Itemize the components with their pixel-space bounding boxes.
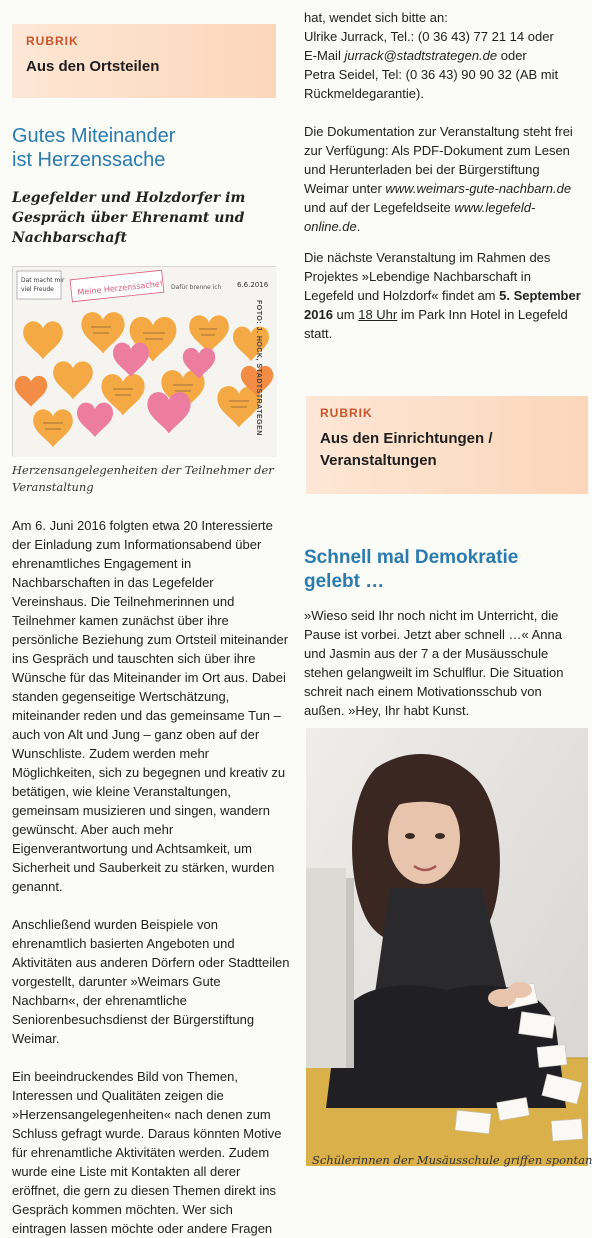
documentation-paragraph: Die Dokumentation zur Veranstaltung steht frei zur Verfügung: Als PDF-Dokument zum Lesen und Herunterladen bei der Bürgerstiftung Weimar unter www.weimars-gute-nachbarn.de und auf der Legefeldseite www.legefeld-online.de. [304, 124, 573, 234]
photo-credit: FOTO: J. HOCK, STADTSTRATEGEN [255, 300, 262, 436]
rubrik-box-ortsteile [12, 24, 276, 98]
student-photo-caption: Schülerinnen der Musäusschule griffen spontan [312, 1153, 592, 1167]
article-headline: Gutes Miteinander ist Herzenssache [12, 125, 176, 171]
contact-email-link[interactable]: jurrack@stadtstrategen.de [344, 48, 498, 63]
rubrik-title: Aus den Einrichtungen / Veranstaltungen [320, 430, 493, 469]
rubrik-kicker: RUBRIK [26, 34, 79, 48]
event-date: 5. September 2016 [304, 288, 581, 322]
link-legefeld-online[interactable]: www.legefeld-online.de [304, 200, 536, 234]
paragraph: Ein beeindruckendes Bild von Themen, Interessen und Qualitäten zeigen die »Herzensangelegenheiten« nach denen zum Schluss gefragt wurde. Daraus könnten Motive für ehrenamtliche Aktivitäten werden. Zudem wurde eine Liste mit Kontakten all derer eröffnet, die gern zu diesen Themen direkt ins Gespräch kommen möchten. Wer sich eintragen lassen möchte oder andere Fragen [12, 1069, 282, 1236]
svg-text:Dat macht mir: Dat macht mir [21, 277, 65, 284]
event-time: 18 Uhr [358, 307, 398, 322]
article-headline-demokratie: Schnell mal Demokratie gelebt … [304, 547, 519, 592]
board-date: 6.6.2016 [237, 281, 269, 289]
next-event-paragraph: Die nächste Veranstaltung im Rahmen des Projektes »Lebendige Nachbarschaft in Legefeld und Holzdorf« findet am 5. September 2016 um 18 Uhr im Park Inn Hotel in Legefeld statt. [304, 250, 581, 341]
demokratie-intro: »Wieso seid Ihr noch nicht im Unterricht, die Pause ist vorbei. Jetzt aber schnell …« Anna und Jasmin aus der 7 a der Musäusschule stehen gelangweilt im Schulflur. Die Situation schreit nach einem Motivationsschub von außen. »Hey, Ihr habt Kunst. [304, 608, 564, 718]
hearts-board-photo [12, 266, 276, 456]
student-illustration [306, 728, 588, 1166]
rubrik-box-einrichtungen [306, 396, 588, 494]
rubrik-kicker: RUBRIK [320, 406, 373, 420]
paragraph: Anschließend wurden Beispiele von ehrenamtlich basierten Angeboten und Aktivitäten aus anderen Dörfern oder Stadtteilen vorgestellt, darunter »Weimars Gute Nachbarn«, der ehrenamtliche Seniorenbesuchsdienst der Bürgerstiftung Weimar. [12, 917, 290, 1046]
article-subhead: Legefelder und Holzdorfer im Gespräch über Ehrenamt und Nachbarschaft [12, 190, 246, 246]
contact-block: hat, wendet sich bitte an: Ulrike Jurrack, Tel.: (0 36 43) 77 21 14 oder E-Mail jurrack@stadtstrategen.de oder Petra Seidel, Tel: (0 36 43) 90 90 32 (AB mit Rückmeldegarantie). [304, 10, 559, 101]
svg-text:viel Freude: viel Freude [21, 286, 54, 293]
board-title: Meine Herzenssache! [77, 279, 164, 298]
rubrik-title: Aus den Ortsteilen [26, 58, 160, 75]
link-weimars-gute-nachbarn[interactable]: www.weimars-gute-nachbarn.de [385, 181, 572, 196]
student-photo [306, 728, 588, 1166]
photo-caption: Herzensangelegenheiten der Teilnehmer der Veranstaltung [12, 463, 274, 494]
svg-text:Dafür brenne ich: Dafür brenne ich [171, 284, 222, 291]
article-body-left [12, 516, 290, 1238]
hearts-board-illustration [13, 267, 277, 457]
paragraph: Am 6. Juni 2016 folgten etwa 20 Interessierte der Einladung zum Informationsabend über ehrenamtliches Engagement in Nachbarschaften in das Legefelder Vereinshaus. Die Teilnehmerinnen und Teilnehmer kamen zunächst über ihre persönliche Beziehung zum Ortsteil miteinander ins Gespräch und tauschten sich über ihre Wünsche für das Miteinander im Ort aus. Dabei standen gegenseitige Wertschätzung, miteinander reden und das gemeinsame Tun – auch von Alt und Jung – ganz oben auf der Wunschliste. Zudem werden mehr Möglichkeiten, sich zu begegnen und kreativ zu betätigen, wie kleine Veranstaltungen, gemeinsam musizieren und singen, wandern gewünscht. Aber auch mehr Eigenverantwortung und Achtsamkeit, um Sicherheit und Sauberkeit zu stärken, wurden genannt. [12, 518, 289, 894]
